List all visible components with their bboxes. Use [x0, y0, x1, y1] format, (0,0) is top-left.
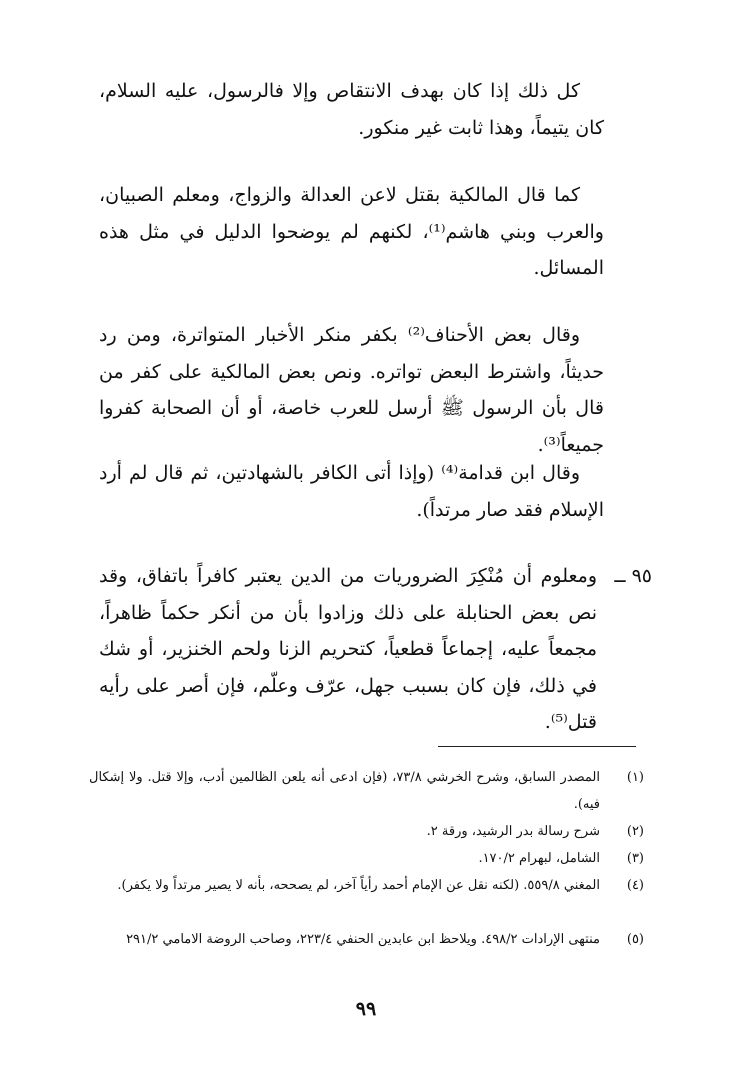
- footnote-number: (٤): [626, 878, 644, 893]
- body-paragraph-2: كما قال المالكية بقتل لاعن العدالة والزواج، ومعلم الصبيان، والعرب وبني هاشم⁽¹⁾، لكنهم لم يوضحوا الدليل في مثل هذه المسائل.: [99, 184, 604, 279]
- footnote-text: شرح رسالة بدر الرشيد، ورقة ٢.: [426, 824, 600, 839]
- body-paragraph-3: وقال بعض الأحناف⁽²⁾ بكفر منكر الأخبار المتواترة، ومن رد حديثاً، واشترط البعض تواتره. ونص بعض المالكية على كفر من قال بأن الرسول ﷺ أرسل للعرب خاصة، أو أن الصحابة كفروا جميعاً⁽³⁾.: [99, 324, 604, 456]
- footnote-text: الشامل، لبهرام ١٧٠/٢.: [478, 851, 600, 866]
- body-paragraph-95: ومعلوم أن مُنْكِرَ الضروريات من الدين يعتبر كافراً باتفاق، وقد نص بعض الحنابلة على ذلك وزادوا بأن من أنكر حكماً ظاهراً، مجمعاً عليه، إجماعاً قطعياً، كتحريم الزنا ولحم الخنزير، أو شك في ذلك، فإن كان بسبب جهل، عرّف وعلّم، فإن أصر على رأيه قتل⁽⁵⁾.: [99, 565, 597, 733]
- footnote-number: (١): [626, 770, 644, 785]
- footnote-number: (٣): [626, 851, 644, 866]
- footnote-3: [89, 845, 644, 872]
- footnote-text: المصدر السابق، وشرح الخرشي ٧٣/٨، (فإن ادعى أنه يلعن الظالمين أدب، وإلا قتل. ولا إشكال فيه).: [89, 770, 600, 812]
- footnote-text: منتهى الإرادات ٤٩٨/٢. ويلاحظ ابن عابدين الحنفي ٢٢٣/٤، وصاحب الروضة الامامي ٢٩١/٢: [126, 932, 600, 947]
- body-paragraph-4: وقال ابن قدامة⁽⁴⁾ (وإذا أتى الكافر بالشهادتين، ثم قال لم أرد الإسلام فقد صار مرتداً).: [99, 462, 604, 521]
- page-number: ٩٩: [355, 998, 377, 1020]
- footnote-4: [89, 872, 644, 899]
- footnote-1: [89, 764, 644, 818]
- body-paragraph-1: كل ذلك إذا كان بهدف الانتقاص وإلا فالرسول، عليه السلام، كان يتيماً، وهذا ثابت غير منكور.: [99, 80, 604, 139]
- footnote-5: [89, 926, 644, 953]
- footnote-2: [89, 818, 644, 845]
- footnote-number: (٢): [626, 824, 644, 839]
- footnote-number: (٥): [626, 932, 644, 947]
- footnote-text: المغني ٥٥٩/٨. (لكنه نقل عن الإمام أحمد رأياً آخر، لم يصححه، بأنه لا يصير مرتداً ولا يكفر).: [117, 878, 600, 893]
- item-number-95: ٩٥ ــ: [614, 565, 652, 587]
- footnote-separator: [438, 746, 636, 747]
